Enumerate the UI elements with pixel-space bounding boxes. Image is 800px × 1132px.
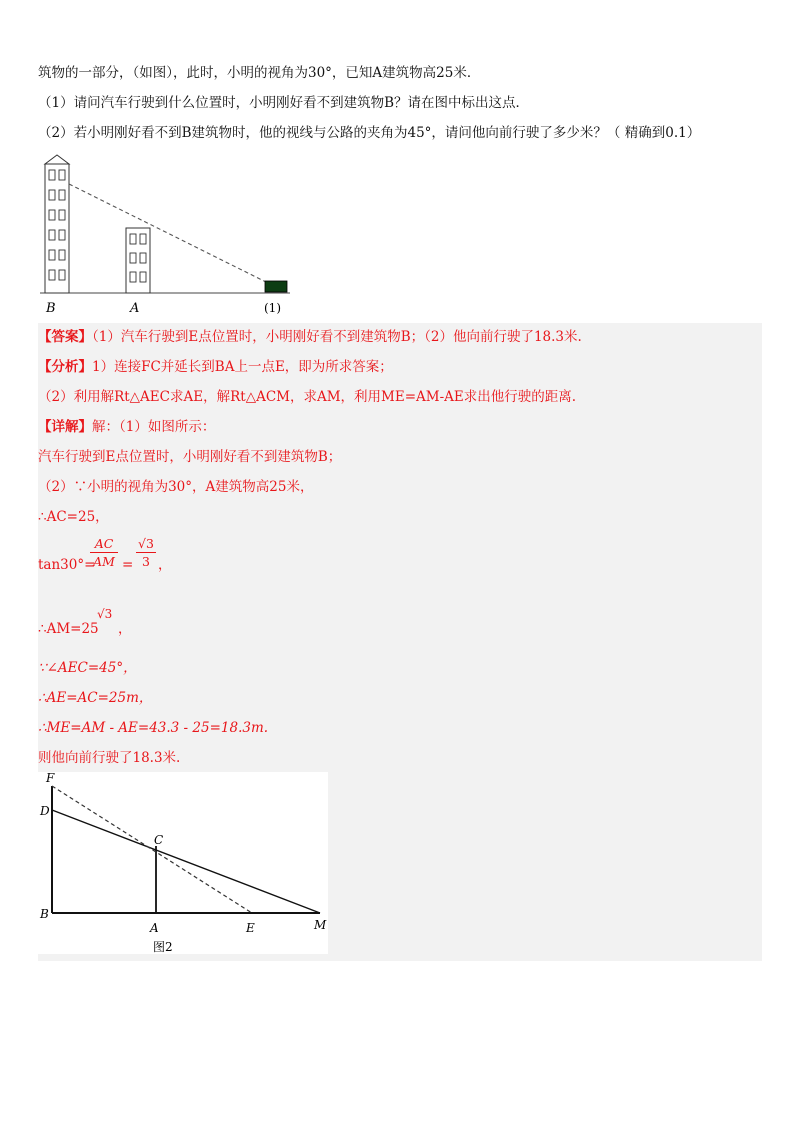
am-sqrt: √3 bbox=[97, 607, 113, 621]
detail-ae: ∴AE=AC=25m， bbox=[38, 690, 153, 706]
analysis-tag: 【分析】 bbox=[38, 359, 92, 375]
label-b: B bbox=[40, 907, 49, 921]
am-suffix: ， bbox=[118, 621, 132, 637]
figure-2-diagram bbox=[38, 772, 328, 954]
label-f: F bbox=[46, 772, 55, 785]
label-1: (1) bbox=[264, 301, 281, 315]
detail-part-2: （2）∵小明的视角为30°，A建筑物高25米， bbox=[38, 479, 314, 495]
detail-tag: 【详解】 bbox=[38, 419, 92, 435]
answer-tag: 【答案】 bbox=[38, 329, 92, 345]
question-part-2: （2）若小明刚好看不到B建筑物时，他的视线与公路的夹角为45°，请问他向前行驶了多少米？（ 精确到0.1） bbox=[38, 125, 701, 141]
tan-denominator: AM bbox=[93, 554, 115, 569]
am-prefix: ∴AM=25 bbox=[38, 621, 99, 637]
detail-aec: ∵∠AEC=45°， bbox=[38, 660, 137, 676]
question-part-1: （1）请问汽车行驶到什么位置时，小明刚好看不到建筑物B？请在图中标出这点． bbox=[38, 95, 530, 111]
label-a: A bbox=[150, 921, 159, 935]
building-a bbox=[126, 228, 150, 293]
question-intro: 筑物的一部分，（如图），此时，小明的视角为30°，已知A建筑物高25米． bbox=[38, 65, 481, 81]
label-m: M bbox=[314, 918, 327, 932]
answer-text: （1）汽车行驶到E点位置时，小明刚好看不到建筑物B；（2）他向前行驶了18.3米. bbox=[92, 329, 582, 345]
label-a: A bbox=[130, 301, 140, 316]
detail-text: 解：（1）如图所示： bbox=[92, 419, 216, 435]
tan-prefix: tan30°= bbox=[38, 557, 96, 573]
analysis-text: 1）连接FC并延长到BA上一点E，即为所求答案； bbox=[92, 359, 393, 375]
figure-2-caption: 图2 bbox=[153, 940, 173, 954]
tan-numerator: AC bbox=[94, 536, 114, 551]
label-d: D bbox=[40, 804, 50, 818]
car-icon bbox=[265, 281, 287, 292]
sqrt-numerator: √3 bbox=[138, 536, 154, 551]
conclusion: 则他向前行驶了18.3米. bbox=[38, 750, 181, 766]
building-b bbox=[45, 155, 69, 293]
label-b: B bbox=[46, 301, 56, 316]
answer-line bbox=[38, 328, 582, 346]
analysis-line bbox=[38, 358, 393, 376]
tan-suffix: ， bbox=[158, 557, 172, 573]
sqrt-denominator: 3 bbox=[142, 554, 150, 569]
detail-ac: ∴AC=25， bbox=[38, 509, 109, 525]
label-e: E bbox=[246, 921, 255, 935]
sight-line bbox=[69, 184, 270, 284]
sqrt-fraction bbox=[136, 536, 156, 569]
detail-line bbox=[38, 418, 215, 436]
tan-fraction bbox=[90, 536, 118, 569]
detail-e-line: 汽车行驶到E点位置时，小明刚好看不到建筑物B； bbox=[38, 449, 342, 465]
figure-1-diagram bbox=[38, 150, 298, 320]
label-c: C bbox=[154, 833, 164, 847]
analysis-line-2: （2）利用解Rt△AEC求AE，解Rt△ACM，求AM，利用ME=AM-AE求出他行驶的距离. bbox=[38, 389, 577, 405]
tan-equals: = bbox=[122, 557, 134, 573]
detail-me: ∴ME=AM - AE=43.3 - 25=18.3m. bbox=[38, 720, 269, 736]
